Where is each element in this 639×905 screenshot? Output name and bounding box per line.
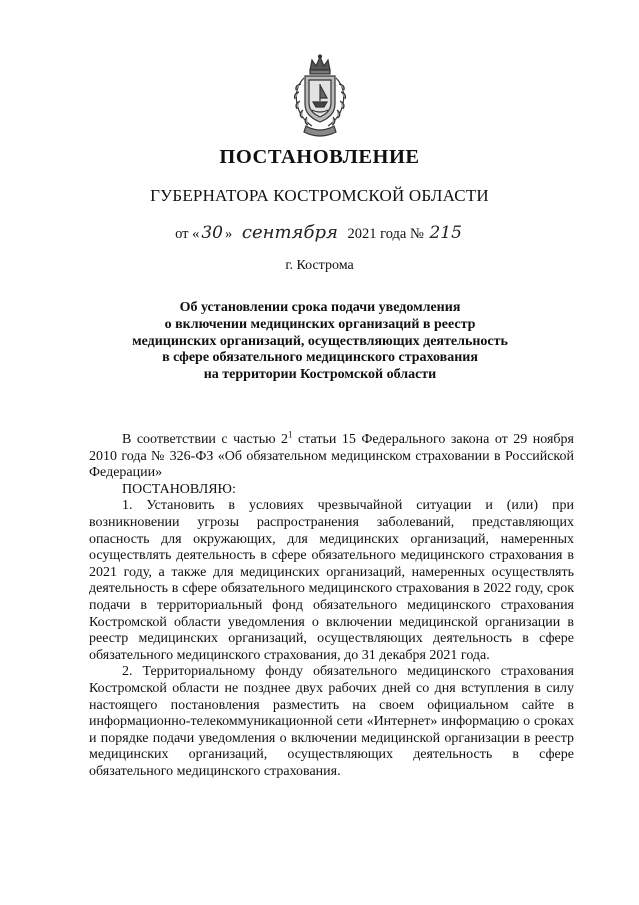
title-line: медицинских организаций, осуществляющих деятельность (132, 333, 508, 349)
city-line: г. Кострома (285, 258, 354, 273)
date-prefix: от « (175, 226, 200, 242)
title-line: Об установлении срока подачи уведомления (179, 300, 461, 315)
intro-text-end: статьи 15 Федерального закона от 29 ноября 2010 года № 326-ФЗ «Об обязательном медицинском страховании в Российской Федерации» (89, 432, 574, 481)
document-title (90, 300, 550, 384)
issuing-authority: ГУБЕРНАТОРА КОСТРОМСКОЙ ОБЛАСТИ (150, 186, 489, 205)
coat-of-arms-emblem (288, 54, 352, 140)
decree-word: ПОСТАНОВЛЯЮ: (122, 481, 236, 497)
intro-paragraph (89, 429, 574, 482)
date-day-handwritten: 30 (201, 223, 223, 243)
document-body (89, 429, 574, 780)
title-line: о включении медицинских организаций в реестр (164, 316, 476, 332)
title-line: в сфере обязательного медицинского страхования (162, 350, 478, 366)
document-type-heading: ПОСТАНОВЛЕНИЕ (219, 146, 420, 168)
superscript-part-number: 1 (288, 429, 293, 440)
date-quote-close: » (225, 226, 233, 242)
clause-1: 1. Установить в условиях чрезвычайной ситуации и (или) при возникновении угрозы распространения заболеваний, представляющих опасность для окружающих, для медицинских организаций, намеренных осуществлять деятельность в сфере обязательного медицинского страхования в 2021 году, а также для медицинских организаций, намеренных осуществлять деятельность в сфере обязательного медицинского страхования в 2022 году, срок подачи в территориальный фонд обязательного медицинского страхования Костромской области уведомления о включении медицинской организации в реестр медицинских организаций, осуществляющих деятельность в сфере обязательного медицинского страхования, до 31 декабря 2021 года. (89, 498, 574, 663)
date-year-and-number-label: 2021 года № (347, 226, 424, 242)
intro-text-start: В соответствии с частью 2 (122, 432, 289, 447)
clause-2: 2. Территориальному фонду обязательного медицинского страхования Костромской области не позднее двух рабочих дней со дня вступления в силу настоящего постановления разместить на своем официальном сайте в информационно-телекоммуникационной сети «Интернет» информацию о сроках и порядке подачи уведомления о включении медицинской организации в реестр медицинских организаций, осуществляющих деятельность в сфере обязательного медицинского страхования. (89, 664, 574, 779)
document-number-handwritten: 215 (429, 223, 462, 243)
date-number-line (0, 222, 639, 243)
title-line: на территории Костромской области (203, 367, 437, 383)
date-month-handwritten: сентября (241, 222, 338, 243)
